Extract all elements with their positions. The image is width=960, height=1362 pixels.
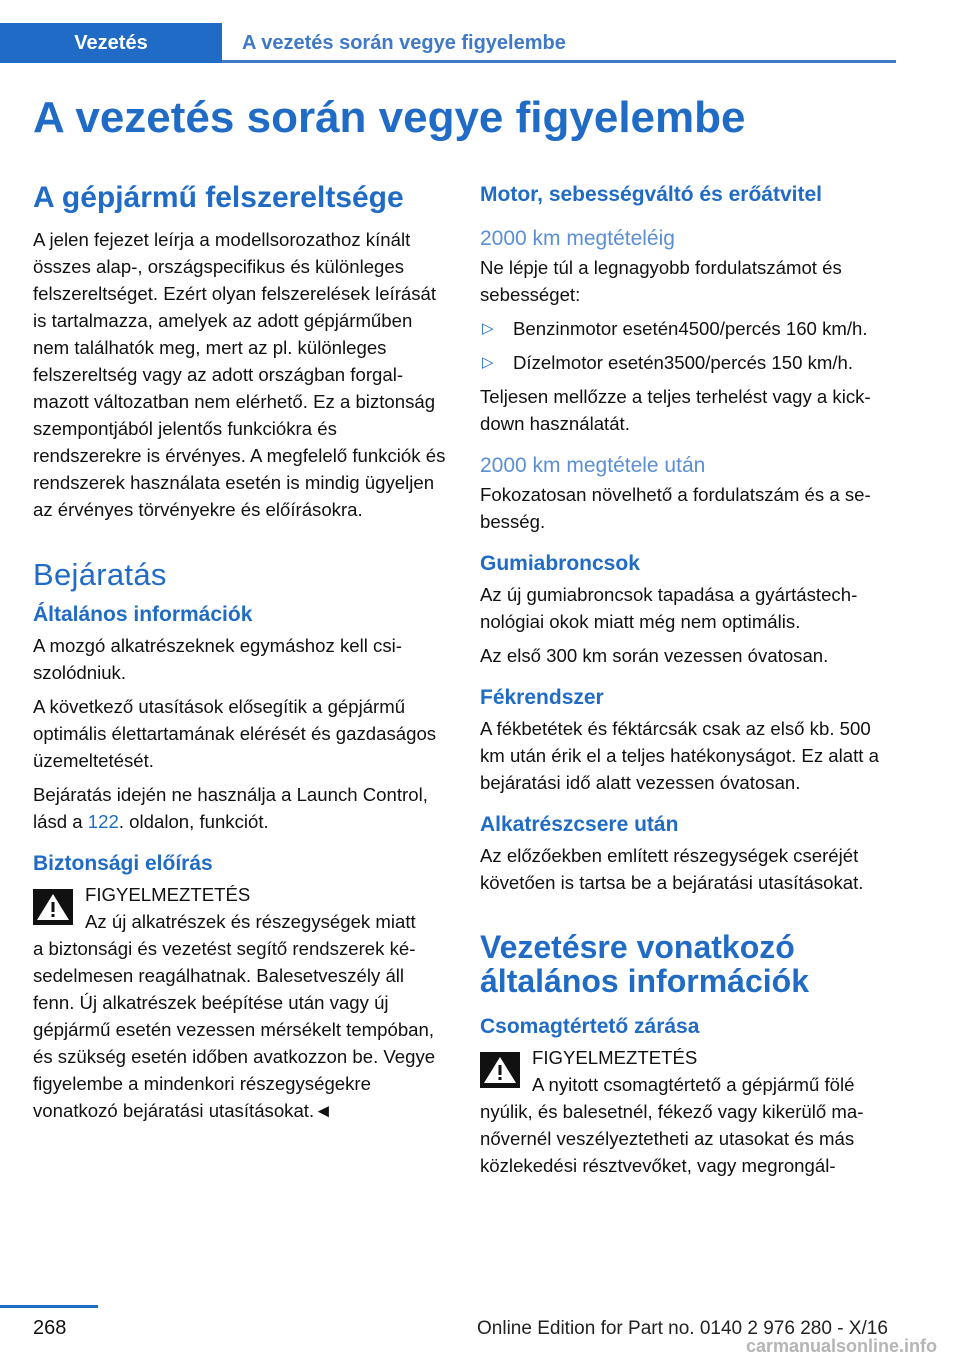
warning-body: nyúlik, és balesetnél, fékező vagy kikerülő manővernél veszélyeztetheti az utasokat és más közlekedési résztvevőket, vagy megrongál- (480, 1101, 864, 1176)
speed-limit-list (480, 315, 895, 376)
section-title[interactable]: A vezetés során vegye figyelembe (242, 32, 566, 54)
page-number: 268 (33, 1317, 67, 1339)
heading-after-2000: 2000 km megtétele után (480, 454, 706, 477)
warning-body: a biztonsági és vezetést segítő rendszerek késedelmesen reagálhatnak. Balesetveszély áll fenn. Új alkatrészek beépítése után vagy új gépjármű esetén vezessen mérsékelt tempóban, és szükség esetén időben avatkozzon be. Vegye figyelembe a mindenkori részegységekre vonatkozó bejáratási utasításokat.◄ (33, 938, 436, 1121)
break-in-p1: A mozgó alkatrészeknek egymáshoz kell csiszolódniuk. (33, 635, 402, 683)
page-title: A vezetés során vegye figyelembe (33, 93, 746, 142)
heading-equipment: A gépjármű felszereltsége (33, 181, 404, 214)
chapter-tab[interactable]: Vezetés (0, 23, 222, 63)
safety-warning (33, 881, 448, 1124)
heading-until-2000: 2000 km megtételéig (480, 227, 675, 250)
warning-label: FIGYELMEZTETÉS (532, 1047, 698, 1068)
page-link-122[interactable]: 122 (87, 811, 119, 832)
triangle-right-icon: ▷ (482, 354, 494, 371)
warning-triangle-icon (480, 1052, 520, 1088)
until-2000-body: Ne lépje túl a legnagyobb fordulatszámot és sebességet: (480, 257, 842, 305)
footer-rule (0, 1305, 98, 1308)
edition-note: Online Edition for Part no. 0140 2 976 280 - X/16 (477, 1318, 888, 1339)
heading-engine: Motor, sebességváltó és erőátvitel (480, 183, 822, 206)
watermark: carmanualsonline.info (746, 1336, 938, 1356)
full-load-text: Teljesen mellőzze a teljes terhelést vagy a kick-down használatát. (480, 386, 871, 434)
heading-parts-replacement: Alkatrészcsere után (480, 813, 679, 836)
heading-tires: Gumiabroncsok (480, 552, 640, 575)
heading-break-in: Bejáratás (33, 557, 167, 592)
break-in-p2: A következő utasítások elősegítik a gépjármű optimális élettartamának elérését és gazdaságos üzemeltetését. (33, 696, 437, 771)
running-header (0, 23, 896, 63)
heading-general-info: Általános információk (33, 603, 253, 626)
heading-trunk-closing: Csomagtértető zárása (480, 1015, 700, 1038)
parts-body: Az előzőekben említett részegységek cseréjét követően is tartsa be a bejáratási utasításokat. (480, 845, 864, 893)
warning-first-line: A nyitott csomagtértető a gépjármű fölé (532, 1074, 855, 1095)
triangle-right-icon: ▷ (482, 320, 494, 337)
break-in-p3-text: Bejáratás idején ne használja a Launch Control, lásd a (33, 784, 428, 832)
header-rule (222, 60, 896, 63)
trunk-warning (480, 1044, 895, 1179)
list-item (480, 315, 895, 342)
warning-label: FIGYELMEZTETÉS (85, 884, 251, 905)
heading-general-driving: Vezetésre vonatkozó általános információk (480, 929, 809, 999)
tires-p2: Az első 300 km során vezessen óvatosan. (480, 645, 829, 666)
warning-first-line: Az új alkatrészek és részegységek miatt (85, 911, 416, 932)
right-column (480, 180, 895, 1186)
heading-safety: Biztonsági előírás (33, 852, 213, 875)
list-item-text: Benzinmotor esetén4500/percés 160 km/h. (513, 318, 868, 339)
list-item-text: Dízelmotor esetén3500/percés 150 km/h. (513, 352, 854, 373)
break-in-p3-tail: . oldalon, funkciót. (118, 811, 269, 832)
after-2000-body: Fokozatosan növelhető a fordulatszám és a sebesség. (480, 484, 871, 532)
brakes-body: A fékbetétek és féktárcsák csak az első kb. 500 km után érik el a teljes hatékonyságot. Ez alatt a bejáratási idő alatt vezessen óvatosan. (480, 718, 879, 793)
tires-p1: Az új gumiabroncsok tapadása a gyártástechnológiai okok miatt még nem optimális. (480, 584, 858, 632)
equipment-body: A jelen fejezet leírja a modellsorozathoz kínált összes alap-, országspecifikus és különleges felszereltséget. Ezért olyan felszerelések leírását is tartalmazza, amelyek az adott gépjárműben nem találhatók meg, mert az pl. különleges felszereltség vagy az adott országban forgalmazott változatban nem elérhető. Ez a biztonság szempontjából jelentős funkciókra és rendszerekre is érvényes. A megfelelő funkciók és rendszerek használata esetén is mindig ügyeljen az érvényes törvényekre és előírásokra. (33, 229, 446, 520)
left-column (33, 180, 448, 1131)
warning-triangle-icon (33, 889, 73, 925)
heading-brakes: Fékrendszer (480, 686, 604, 709)
list-item (480, 349, 895, 376)
break-in-p3 (33, 781, 448, 835)
